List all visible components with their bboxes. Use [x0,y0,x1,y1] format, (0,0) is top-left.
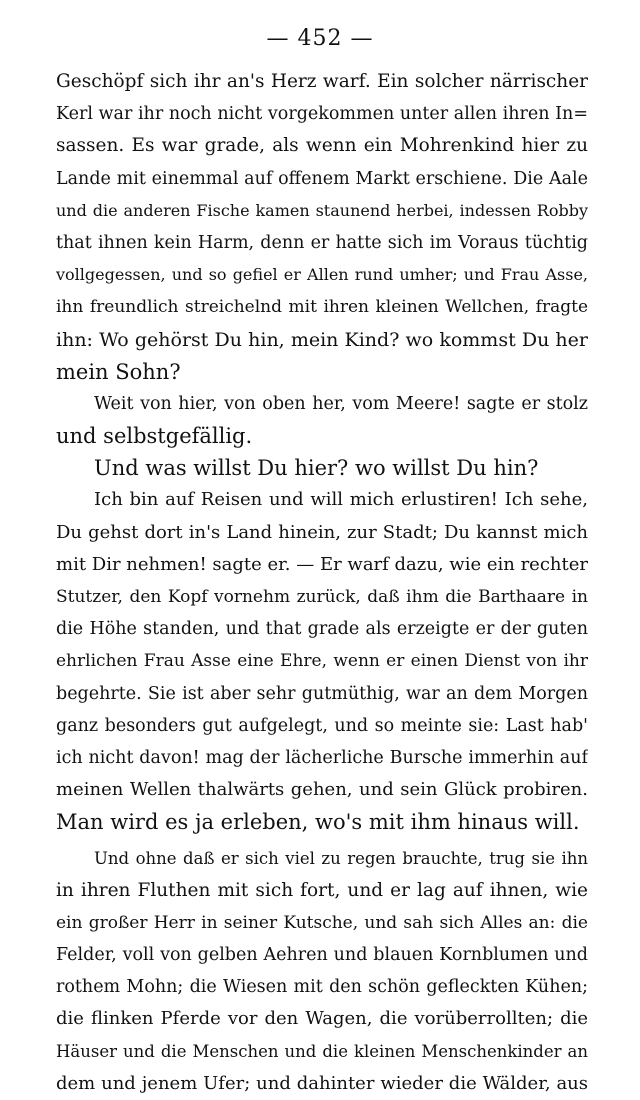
text-line: ich nicht davon! mag der lächerliche Bursche immerhin auf [56,747,588,768]
text-line: Man wird es ja erleben, wo's mit ihm hinaus will. [56,810,580,835]
text-line: meinen Wellen thalwärts gehen, und sein Glück probiren. [56,779,588,801]
text-line: Kerl war ihr noch nicht vorgekommen unter allen ihren In= [56,104,588,125]
text-line: Häuser und die Menschen und die kleinen Menschenkinder an [56,1041,588,1061]
text-line: ein großer Herr in seiner Kutsche, und sah sich Alles an: die [56,912,588,933]
text-line: Geschöpf sich ihr an's Herz warf. Ein solcher närrischer [56,71,588,92]
text-line: begehrte. Sie ist aber sehr gutmüthig, war an dem Morgen [56,683,588,704]
text-line: Weit von hier, von oben her, vom Meere! sagte er stolz [94,393,588,414]
body-text [56,66,588,1100]
text-line: mit Dir nehmen! sagte er. — Er warf dazu, wie ein rechter [56,553,588,575]
text-line: dem und jenem Ufer; und dahinter wieder die Wälder, aus [56,1072,588,1094]
text-line: ganz besonders gut aufgelegt, und so meinte sie: Last hab' [56,715,588,736]
text-line: sassen. Es war grade, als wenn ein Mohrenkind hier zu [56,135,588,157]
text-line: die flinken Pferde vor den Wagen, die vorüberrollten; die [56,1008,588,1030]
text-line: die Höhe standen, und that grade als erzeigte er der guten [56,619,588,640]
text-line: rothem Mohn; die Wiesen mit den schön gefleckten Kühen; [56,977,588,998]
text-line: und die anderen Fische kamen staunend herbei, indessen Robby [56,200,588,220]
text-line: Du gehst dort in's Land hinein, zur Stadt; Du kannst mich [56,521,588,543]
text-line: Und was willst Du hier? wo willst Du hin? [94,456,539,481]
text-line: mein Sohn? [56,359,181,384]
text-line: Und ohne daß er sich viel zu regen brauchte, trug sie ihn [94,848,588,868]
page-number: — 452 — [266,26,374,51]
text-line: Lande mit einemmal auf offenem Markt erschiene. Die Aale [56,168,588,189]
text-line: in ihren Fluthen mit sich fort, und er lag auf ihnen, wie [56,879,588,901]
text-line: und selbstgefällig. [56,424,253,449]
text-line: Ich bin auf Reisen und will mich erlustiren! Ich sehe, [94,489,588,511]
text-line: vollgegessen, und so gefiel er Allen rund umher; und Frau Asse, [56,265,588,285]
text-line: ihn: Wo gehörst Du hin, mein Kind? wo kommst Du her [56,328,588,351]
text-line: ihn freundlich streichelnd mit ihren kleinen Wellchen, fragte [56,297,588,318]
text-line: Stutzer, den Kopf vornehm zurück, daß ihm die Barthaare in [56,587,588,607]
text-line: Felder, voll von gelben Aehren und blauen Kornblumen und [56,945,588,966]
text-line: that ihnen kein Harm, denn er hatte sich im Voraus tüchtig [56,232,588,253]
text-line: ehrlichen Frau Asse eine Ehre, wenn er einen Dienst von ihr [56,651,588,672]
